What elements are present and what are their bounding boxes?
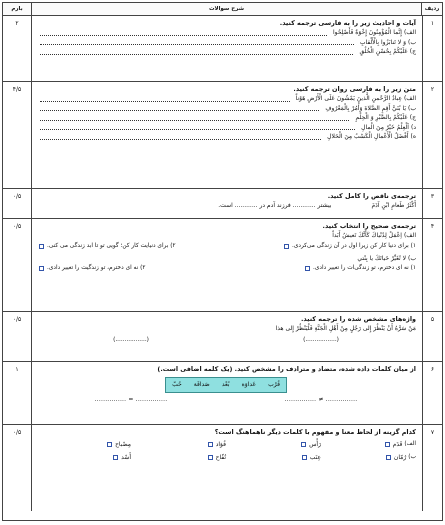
- answer-row: [36, 396, 416, 404]
- answer-line[interactable]: [40, 134, 321, 140]
- answer-line[interactable]: [40, 30, 327, 36]
- word: قُرْب: [268, 381, 280, 389]
- checkbox[interactable]: [208, 442, 213, 447]
- item-label: الف): [403, 232, 416, 239]
- option-text: رَأْس: [309, 441, 321, 448]
- word-bank: [165, 377, 287, 393]
- question-body: [31, 82, 422, 188]
- header-score: بارم: [11, 6, 23, 12]
- arabic-text: وَ لا تَنابَزُوا بِالْأَلْقابِ: [359, 38, 406, 46]
- question-row-5: [3, 312, 442, 362]
- option-text: ۱) نه ای دخترم، تو زندگی‌ات را تغییر دادی.: [313, 265, 416, 272]
- option-text: عِنَب: [309, 453, 321, 461]
- answer-blank[interactable]: (.................): [113, 336, 149, 343]
- list-item: [36, 95, 416, 103]
- question-score: ۰/۵: [12, 223, 22, 230]
- item-label: د): [410, 123, 416, 131]
- arabic-text: مَنْ سَرَّهُ أَنْ يَنْظُرَ إِلى رَجُلٍ مِنْ أَهْلِ الْجَنَّةِ فَلْيَنْظُرْ إِلى هذا: [275, 325, 416, 332]
- question-row-3: [3, 189, 442, 219]
- question-body: [31, 312, 422, 361]
- question-number: ۲: [422, 82, 442, 188]
- question-title: ترجمه‌ی ناقص را کامل کنید.: [327, 192, 416, 200]
- header-body: شرح سوالات: [31, 3, 421, 15]
- question-row-1: [3, 16, 442, 82]
- table-header: [3, 3, 442, 16]
- blank-row: [36, 337, 416, 344]
- question-number: ۷: [422, 425, 442, 511]
- answer-line[interactable]: [40, 39, 354, 45]
- question-body: [31, 219, 422, 311]
- question-score: ۱: [15, 366, 19, 373]
- answer-line[interactable]: [40, 49, 353, 55]
- checkbox[interactable]: [39, 244, 44, 249]
- option[interactable]: [302, 265, 416, 272]
- option[interactable]: [36, 441, 131, 449]
- arabic-text: عَلَيْكُمْ بِحُسْنِ الْخُلُقِ: [359, 48, 408, 55]
- question-title: از میان کلمات داده شده، متضاد و مترادف را مشخص کنید. (یک کلمه اضافی است.): [157, 365, 416, 373]
- answer-line[interactable]: [40, 105, 319, 111]
- option-text: تُفّاح: [215, 453, 226, 461]
- arabic-text: أَفْضَلُ الْأَعْمالِ الْكَسْبُ مِنَ الْحَلالِ: [327, 133, 409, 140]
- question-number: ۳: [422, 189, 442, 218]
- option-text: ۲) نه ای دخترم، تو زندگیت را تغییر دادی.: [47, 265, 146, 272]
- checkbox[interactable]: [302, 455, 307, 460]
- options-grid: [36, 441, 416, 461]
- checkbox[interactable]: [301, 442, 306, 447]
- answer-blank[interactable]: (.................): [303, 336, 339, 343]
- question-score: ۲: [15, 20, 19, 27]
- question-title: آیات و احادیث زیر را به فارسی ترجمه کنید.: [279, 19, 416, 27]
- options-row: [36, 265, 416, 272]
- question-row-2: [3, 82, 442, 189]
- question-body: [31, 362, 422, 424]
- option[interactable]: [321, 454, 416, 462]
- arabic-text: عَلَيْكُمْ بِالصَّبْرِ وَ الْحِلْمِ: [355, 114, 408, 121]
- question-row-6: [3, 362, 442, 425]
- checkbox[interactable]: [208, 455, 213, 460]
- item-label: ج): [409, 114, 416, 121]
- question-title: واژه‌های مشخص شده را ترجمه کنید.: [300, 315, 416, 323]
- option-text: فُؤاد: [215, 441, 226, 448]
- question-body: [31, 425, 422, 511]
- option-text: ۱) برای دنیا کار کن زیرا اول در آن زندگی می‌کردی.: [292, 242, 416, 249]
- question-score: ۴/۵: [12, 86, 22, 93]
- option[interactable]: [36, 243, 176, 250]
- list-item: [36, 255, 416, 263]
- word: حُبّ: [172, 381, 182, 389]
- answer-line[interactable]: [40, 124, 355, 130]
- option-text: رُمّان: [393, 453, 407, 461]
- checkbox[interactable]: [385, 442, 390, 447]
- option-text: أَسْد: [121, 453, 131, 461]
- option[interactable]: [281, 243, 416, 250]
- sentence-line: [36, 325, 416, 333]
- option[interactable]: [321, 441, 416, 449]
- item-label: ب): [408, 453, 416, 460]
- question-body: [31, 189, 422, 218]
- question-row-7: [3, 425, 442, 511]
- item-label: ب): [408, 38, 416, 46]
- item-label: ج): [409, 48, 416, 55]
- checkbox[interactable]: [113, 455, 118, 460]
- option-text: ۲) برای دنیایت کار کن؛ گویی تو تا ابد زندگی می کنی.: [47, 242, 176, 249]
- question-body: [31, 16, 422, 81]
- option[interactable]: [36, 265, 146, 272]
- arabic-text: إِنَّما الْمُؤْمِنُونَ إِخْوَةٌ فَأَصْلِحُوا: [332, 29, 402, 36]
- list-item: [36, 39, 416, 47]
- item-label: الف): [404, 441, 416, 448]
- item-label: الف): [403, 29, 416, 36]
- arabic-text: أَكْثَرُ طَعامِ ابْنِ آدَمَ: [371, 202, 416, 209]
- list-item: [36, 29, 416, 37]
- fill-blank-text[interactable]: بیشتر ............ فرزند آدم در ............ است.: [218, 202, 332, 209]
- word: عَداوَة: [241, 381, 257, 389]
- arabic-text: لا تُغَيِّرْ حَياتَكَ يا بِنْتي: [357, 254, 406, 262]
- checkbox[interactable]: [305, 266, 310, 271]
- arabic-text: عِبادُ الرَّحْمنِ الَّذينَ يَمْشُونَ عَلَى الْأَرْضِ هَوْناً: [295, 95, 402, 102]
- list-item: [36, 114, 416, 122]
- question-score: ۰/۵: [12, 316, 22, 323]
- item-label: ب): [408, 254, 416, 262]
- question-title: متن زیر را به فارسی روان ترجمه کنید.: [293, 85, 416, 93]
- question-title: ترجمه‌ی صحیح را انتخاب کنید.: [322, 222, 416, 230]
- list-item: [36, 124, 416, 132]
- list-item: [36, 232, 416, 240]
- question-number: ۴: [422, 219, 442, 311]
- options-row: [36, 243, 416, 250]
- option-text: مِصْباح: [115, 441, 131, 448]
- list-item: [36, 48, 416, 56]
- list-item: [36, 105, 416, 113]
- exam-page: [2, 2, 443, 521]
- checkbox[interactable]: [386, 455, 391, 460]
- option[interactable]: [131, 441, 226, 449]
- arabic-text: اِعْمَلْ لِدُنْياكَ كَأَنَّكَ تَعيشُ أَبَداً: [332, 232, 402, 239]
- option[interactable]: [226, 454, 321, 462]
- question-score: ۰/۵: [12, 429, 22, 436]
- question-number: ۱: [422, 16, 442, 81]
- answer-line[interactable]: [40, 115, 349, 121]
- fill-line: [36, 202, 416, 210]
- option[interactable]: [36, 454, 131, 462]
- item-label: الف): [403, 95, 416, 102]
- question-title: کدام گزینه از لحاظ معنا و مفهوم با کلمات دیگر ناهماهنگ است؟: [214, 428, 416, 436]
- question-score: ۰/۵: [12, 193, 22, 200]
- arabic-text: يَا بُنَيَّ أَقِمِ الصَّلاةَ وَأْمُرْ بِالْمَعْرُوفِ: [325, 104, 406, 112]
- word: بُعْد: [221, 381, 230, 389]
- answer-line[interactable]: [40, 96, 290, 102]
- arabic-text: اَلْعِلْمُ خَيْرٌ مِنَ الْمالِ: [361, 123, 409, 131]
- option-text: قَدَم: [392, 441, 403, 448]
- question-row-4: [3, 219, 442, 312]
- item-label: ه): [410, 133, 416, 140]
- option[interactable]: [226, 441, 321, 449]
- checkbox[interactable]: [107, 442, 112, 447]
- checkbox[interactable]: [39, 266, 44, 271]
- item-label: ب): [408, 104, 416, 112]
- option[interactable]: [131, 454, 226, 462]
- checkbox[interactable]: [284, 244, 289, 249]
- antonym-blank[interactable]: ............... ≠ ...............: [284, 396, 358, 403]
- question-number: ۵: [422, 312, 442, 361]
- synonym-blank[interactable]: ............... = ...............: [94, 396, 168, 403]
- list-item: [36, 133, 416, 141]
- word: صَداقَة: [193, 381, 210, 389]
- question-number: ۶: [422, 362, 442, 424]
- header-num: ردیف: [421, 3, 442, 15]
